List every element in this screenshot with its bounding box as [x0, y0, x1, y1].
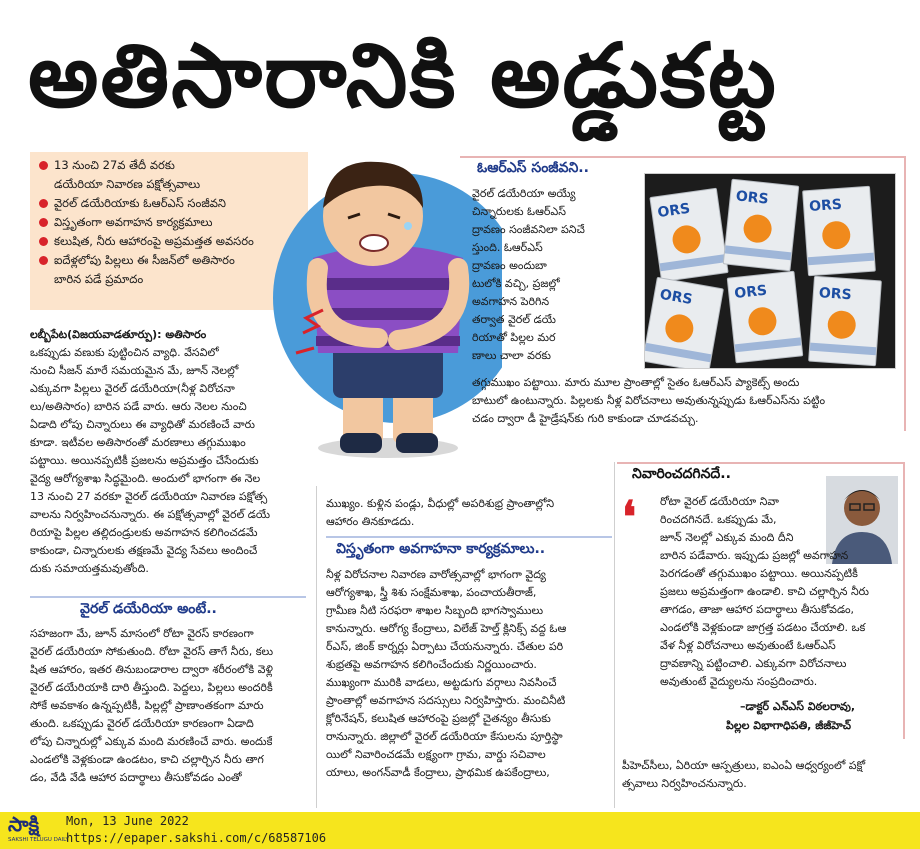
- quote-mark-icon: ❛: [622, 492, 637, 543]
- ors-packets-photo: [644, 173, 896, 369]
- bullet-dot-icon: [39, 237, 48, 246]
- left-shoe: [340, 433, 382, 453]
- doctor-byline-title: పిల్లల విభాగాధిపతి, జీజీహెచ్: [726, 719, 851, 732]
- footer-date: Mon, 13 June 2022: [66, 814, 189, 828]
- viral-article: సహజంగా మే, జూన్ మాసంలో రోటా వైరస్ కారణంగా వైరల్ డయేరియా సోకుతుంది. రోటా వైరస్ తాగే నీరు, కలు షిత ఆహారం, ఇతర తినుబండారాల ద్వారా శరీరంలోకి వెళ్లి వైరల్ డయేరియాకి దారి తీస్తుంది. పెద్దలు, పిల్లలు అందరికీ సోకే అవకాశం ఉన్నప్పటికీ, పిల్లల్లో ప్రాణాంతకంగా మారు తుంది. ఒకప్పుడు వైరల్ డయేరియా కారణంగా ఏడాది లోపు చిన్నారుల్లో ఎక్కువ మంది మరణించే వారు. అందుకే ఎండలోకి వెళ్లకుండా ఉండటం, కాచి చల్లార్చిన నీరు తాగ డం, వేడి వేడి ఆహార పదార్థాలు తీసుకోవడం ఎంతో: [30, 627, 274, 784]
- orange-fruit-icon: [747, 306, 778, 337]
- doctor-quote-wide-text: పెరగడంతో తగ్గుముఖం పట్టాయి. అయినప్పటికీ ప్రజలు అప్రమత్తంగా ఉండాలి. కాచి చల్లార్చిన నీరు తాగడం, తాజా ఆహార పదార్థాలు తీసుకోవడం, ఎండలోకి వెళ్లకుండా జాగ్రత్త పడటం చేయాలి. ఒక వేళ నీళ్ల విరోచనాలు అవుతుంటే ఓఆర్‌ఎస్ ద్రావణాన్ని పట్టించాలి. ఎక్కువగా విరోచనాలు అవుతుంటే వైద్యులను సంప్రదించారు.: [660, 567, 869, 688]
- orange-fruit-icon: [671, 224, 703, 256]
- doctor-quote-heading: నివారించదగినదే..: [632, 466, 731, 482]
- doctor-byline-name: –డాక్టర్ ఎన్‌ఎస్ విఠలరావు,: [740, 700, 856, 713]
- tear-drop: [404, 222, 412, 230]
- highlight-item: కలుషిత, నీరు ఆహారంపై అప్రమత్తత అవసరం: [36, 232, 302, 251]
- section-divider: [30, 596, 306, 598]
- headline: అతిసారానికి అడ్డుకట్ట: [28, 24, 778, 127]
- ors-packet: ORS: [723, 179, 800, 272]
- shirt-stripe: [316, 278, 460, 290]
- section-divider: [326, 536, 612, 538]
- ors-packet: ORS: [644, 277, 724, 369]
- sakshi-logo[interactable]: సాక్షి SAKSHI TELUGU DAILY: [8, 812, 69, 843]
- column-rule: [614, 462, 615, 808]
- doctor-quote-line: బారిన పడేవారు. ఇప్పుడు ప్రజల్లో అవగాహన: [660, 549, 849, 562]
- viral-heading: వైరల్ డయేరియా అంటే..: [80, 601, 217, 617]
- highlight-item: విస్తృతంగా అవగాహన కార్యక్రమాలు: [36, 213, 302, 232]
- highlight-item-cont: డయేరియా నివారణ పక్షోత్సవాలు: [54, 177, 201, 191]
- ors-packet: ORS: [649, 188, 728, 283]
- bullet-dot-icon: [39, 199, 48, 208]
- orange-fruit-icon: [742, 213, 773, 244]
- footer-url[interactable]: https://epaper.sakshi.com/c/68587106: [66, 831, 327, 845]
- grimacing-mouth: [360, 235, 388, 251]
- ors-packet: ORS: [808, 276, 882, 367]
- bullet-dot-icon: [39, 161, 48, 170]
- right-shoe: [396, 433, 438, 453]
- middle-continuation: ముఖ్యం. కుళ్లిన పండ్లు, వీధుల్లో అపరిశుభ్ర ప్రాంతాల్లోని ఆహారం తినకూడదు.: [326, 497, 555, 528]
- orange-fruit-icon: [663, 312, 695, 344]
- right-continuation: పీహెచ్‌సీలు, ఏరియా ఆస్పత్రులు, ఐఎంఏ ఆధ్వర్యంలో పక్షో త్సవాలు నిర్వహించనున్నారు.: [622, 759, 866, 790]
- intro-article: లబ్బీపేట(విజయవాడతూర్పు): అతిసారం ఒకప్పుడు వణుకు పుట్టించిన వ్యాధి. వేసవిలో నుంచి సీజన్ మారే సమయమైన మే, జూన్ నెలల్లో ఎక్కువగా పిల్లలు వైరల్ డయేరియా(నీళ్ల విరోచనా లు/అతిసారం) బారిన పడే వారు. ఆరు నెలల నుంచి ఏడాది లోపు చిన్నారులు ఈ వ్యాధితో మరణించే వారు కూడా. ఇటీవల అతిసారంతో మరణాలు తగ్గుముఖం పట్టాయి. అయినప్పటికీ ప్రజలను అప్రమత్తం చేసేందుకు వైద్య ఆరోగ్యశాఖ సిద్ధమైంది. అందులో భాగంగా ఈ నెల 13 నుంచి 27 వరకూ వైరల్ డయేరియా నివారణ పక్షోత్స వాలను నిర్వహించనున్నారు. ఈ పక్షోత్సవాల్లో వైరల్ డయే రియాపై పిల్లల తల్లిదండ్రులకు అవగాహన కలిగించడమే కాకుండా, చిన్నారులకు తక్షణమే వైద్య సేవలు అందించే దుకు సమాయత్తమవుతోంది.: [30, 328, 271, 575]
- awareness-article: నీళ్ల విరోచనాల నివారణ వారోత్సవాల్లో భాగంగా వైద్య ఆరోగ్యశాఖ, స్త్రీ శిశు సంక్షేమశాఖ, పంచాయతీరాజ్, గ్రామీణ నీటి సరఫరా శాఖల సిబ్బంది భాగస్వాములు కానున్నారు. ఆరోగ్య కేంద్రాలు, విలేజ్ హెల్త్ క్లినిక్స్ వద్ద ఓఆ ర్‌ఎస్, జింక్ కార్నర్లు ఏర్పాటు చేయనున్నారు. చేతుల పరి శుభ్రతపై అవగాహన కలిగించేందుకు నిర్ణయించారు. ముఖ్యంగా మురికి వాడలు, అట్టడుగు వర్గాలు నివసించే ప్రాంతాల్లో అవగాహన సదస్సులు నిర్వహిస్తారు. మంచినీటి క్లోరినేషన్, కలుషిత ఆహారంపై ప్రజల్లో చైతన్యం తీసుకు రానున్నారు. జిల్లాలో వైరల్ డయేరియా కేసులను పూర్తిస్థా యిలో నివారించడమే లక్ష్యంగా గ్రామ, వార్డు సచివాల యాలు, అంగన్‌వాడీ కేంద్రాలు, ప్రాథమిక ఉపకేంద్రాలు,: [326, 568, 567, 779]
- doctor-quote-narrow-text: రోటా వైరల్ డయేరియా నివా రించదగినదే. ఒకప్పుడు మే, జూన్ నెలల్లో ఎక్కువ మంది దీని: [660, 495, 794, 544]
- ors-narrow-text: వైరల్ డయేరియా అయ్యే చిన్నారులకు ఓఆర్‌ఎస్ ద్రావణం సంజీవనిలా పనిచే స్తుంది. ఓఆర్‌ఎస్ ద్రావణం అందుబా టులోకి వచ్చి, ప్రజల్లో అవగాహన పెరిగిన తర్వాత వైరల్ డయే రియాతో పిల్లల మర ణాలు చాలా వరకు: [472, 187, 585, 362]
- bullet-dot-icon: [39, 256, 48, 265]
- highlight-item-cont: బారిన పడే ప్రమాదం: [54, 272, 144, 286]
- ors-heading: ఓఆర్‌ఎస్ సంజీవని..: [477, 160, 589, 176]
- awareness-heading: విస్తృతంగా అవగాహనా కార్యక్రమాలు..: [336, 541, 546, 557]
- ors-packet: ORS: [802, 186, 876, 277]
- orange-fruit-icon: [821, 220, 851, 250]
- ors-packet: ORS: [727, 271, 804, 364]
- orange-fruit-icon: [827, 310, 857, 340]
- highlight-item: ఐదేళ్లలోపు పిల్లలు ఈ సీజన్‌లో అతిసారం: [36, 251, 302, 270]
- column-rule: [316, 486, 317, 808]
- ors-wide-text: తగ్గుముఖం పట్టాయి. మారు మూల ప్రాంతాల్లో సైతం ఓఆర్‌ఎస్ ప్యాకెట్స్ అందు బాటులో ఉంటున్నారు. పిల్లలకు నీళ్ల విరోచనాలు అవుతున్నప్పుడు ఓఆర్‌ఎస్‌ను పట్టిం చడం ద్వారా డీ హైడ్రేషన్‌కు గురి కాకుండా చూడవచ్చు.: [472, 376, 826, 425]
- highlight-item: వైరల్ డయేరియాకు ఓఆర్‌ఎస్ సంజీవని: [36, 194, 302, 213]
- highlight-item: 13 నుంచి 27వ తేదీ వరకు: [36, 156, 302, 175]
- bullet-dot-icon: [39, 218, 48, 227]
- footer-info: [66, 813, 326, 847]
